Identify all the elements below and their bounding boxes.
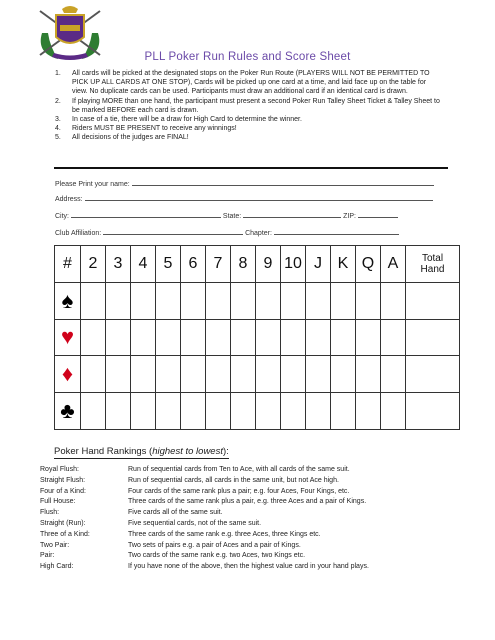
card-cell[interactable]: [131, 282, 156, 319]
rank-header: 9: [256, 246, 281, 283]
page-title: PLL Poker Run Rules and Score Sheet: [144, 51, 351, 63]
hand-name: Three of a Kind:: [40, 530, 90, 538]
hand-ranking-item: [40, 551, 460, 562]
card-cell[interactable]: [331, 356, 356, 393]
rules-list: [55, 69, 440, 143]
rank-header: 5: [156, 246, 181, 283]
total-hand-cell[interactable]: [406, 282, 460, 319]
hand-description: Two cards of the same rank e.g. two Aces, two Kings etc.: [128, 552, 306, 560]
hand-ranking-item: [40, 562, 460, 573]
hand-ranking-item: [40, 497, 460, 508]
hand-description: If you have none of the above, then the highest value card in your hand plays.: [128, 563, 369, 571]
rank-header: 10: [281, 246, 306, 283]
card-cell[interactable]: [106, 282, 131, 319]
rank-header: 7: [206, 246, 231, 283]
hand-name: Royal Flush:: [40, 466, 79, 473]
suit-icon: ♠: [55, 282, 81, 319]
card-cell[interactable]: [306, 319, 331, 356]
name-label: Please Print your name:: [55, 181, 130, 188]
rank-header: 2: [81, 246, 106, 283]
card-cell[interactable]: [381, 393, 406, 430]
rank-header: J: [306, 246, 331, 283]
suit-row: [55, 393, 460, 430]
card-cell[interactable]: [356, 393, 381, 430]
rank-header: K: [331, 246, 356, 283]
hand-name: Flush:: [40, 509, 60, 517]
card-cell[interactable]: [356, 356, 381, 393]
rule-item: 1. All cards will be picked at the designated stops on the Poker Run Route (PLAYERS WILL NOT BE PERMITTED TO PICK UP ALL CARDS AT ONE STOP), Cards will be picked up one card at a time, and laid face up on the table for view. No duplicate cards can be used. Participants must draw an additional card if an identical card is drawn.: [55, 70, 430, 96]
score-table-header: [55, 246, 460, 283]
total-hand-cell[interactable]: [406, 356, 460, 393]
zip-label: ZIP:: [343, 213, 356, 220]
hand-ranking-item: [40, 465, 460, 476]
address-field[interactable]: [85, 193, 433, 201]
city-field-row: [55, 210, 398, 220]
card-cell[interactable]: [381, 282, 406, 319]
card-cell[interactable]: [81, 282, 106, 319]
hand-description: Run of sequential cards from Ten to Ace, with all cards of the same suit.: [128, 466, 350, 473]
total-hand-cell[interactable]: [406, 319, 460, 356]
card-cell[interactable]: [206, 282, 231, 319]
card-cell[interactable]: [281, 319, 306, 356]
hand-name: Full House:: [40, 498, 76, 506]
card-cell[interactable]: [181, 393, 206, 430]
hand-name: Two Pair:: [40, 541, 70, 549]
rule-item: 4. Riders MUST BE PRESENT to receive any winnings!: [55, 125, 237, 133]
card-cell[interactable]: [281, 356, 306, 393]
card-cell[interactable]: [306, 282, 331, 319]
hand-rankings-list: [40, 465, 460, 573]
name-field[interactable]: [132, 178, 434, 186]
hand-description: Four cards of the same rank plus a pair; e.g. four Aces, Four Kings, etc.: [128, 487, 350, 495]
rank-header: A: [381, 246, 406, 283]
rank-header: 4: [131, 246, 156, 283]
hand-ranking-item: [40, 530, 460, 541]
chapter-field[interactable]: [274, 227, 399, 235]
card-cell[interactable]: [256, 319, 281, 356]
card-cell[interactable]: [256, 356, 281, 393]
state-field[interactable]: [243, 210, 341, 218]
suit-icon: ♥: [55, 319, 81, 356]
address-label: Address:: [55, 196, 83, 203]
city-label: City:: [55, 213, 69, 220]
suit-icon: ♦: [55, 356, 81, 393]
club-affiliation-label: Club Affiliation:: [55, 230, 102, 237]
section-divider: [54, 167, 448, 169]
rank-header: 8: [231, 246, 256, 283]
card-cell[interactable]: [156, 282, 181, 319]
card-cell[interactable]: [156, 356, 181, 393]
hand-description: Five cards all of the same suit.: [128, 509, 223, 517]
rule-item: 2. If playing MORE than one hand, the participant must present a second Poker Run Talley Sheet Ticket & Talley Sheet to be marked BEFORE each card is drawn.: [55, 97, 440, 114]
hash-header: #: [55, 246, 81, 283]
club-field-row: [55, 227, 399, 237]
card-cell[interactable]: [156, 393, 181, 430]
suit-row: [55, 319, 460, 356]
hand-name: Four of a Kind:: [40, 487, 86, 495]
card-cell[interactable]: [106, 356, 131, 393]
hand-name: Straight (Run):: [40, 519, 86, 527]
chapter-label: Chapter:: [245, 230, 272, 237]
zip-field[interactable]: [358, 210, 398, 218]
hand-name: Pair:: [40, 552, 55, 560]
suit-row: [55, 282, 460, 319]
card-cell[interactable]: [256, 282, 281, 319]
hand-description: Five sequential cards, not of the same suit.: [128, 519, 262, 527]
suit-row: [55, 356, 460, 393]
rank-header: Q: [356, 246, 381, 283]
card-cell[interactable]: [356, 282, 381, 319]
hand-ranking-item: [40, 487, 460, 498]
hand-ranking-item: [40, 541, 460, 552]
city-field[interactable]: [71, 210, 221, 218]
card-cell[interactable]: [106, 319, 131, 356]
card-cell[interactable]: [381, 319, 406, 356]
card-cell[interactable]: [306, 356, 331, 393]
rankings-title: Poker Hand Rankings (highest to lowest):: [54, 446, 229, 457]
card-cell[interactable]: [331, 282, 356, 319]
card-cell[interactable]: [231, 282, 256, 319]
address-field-row: [55, 193, 433, 203]
card-cell[interactable]: [206, 393, 231, 430]
rule-item: 5. All decisions of the judges are FINAL!: [55, 134, 189, 142]
card-cell[interactable]: [281, 393, 306, 430]
state-label: State:: [222, 213, 242, 220]
score-table: [54, 245, 460, 430]
card-cell[interactable]: [81, 393, 106, 430]
card-cell[interactable]: [131, 356, 156, 393]
card-cell[interactable]: [206, 356, 231, 393]
card-cell[interactable]: [156, 319, 181, 356]
card-cell[interactable]: [331, 393, 356, 430]
card-cell[interactable]: [131, 319, 156, 356]
card-cell[interactable]: [181, 319, 206, 356]
card-cell[interactable]: [231, 393, 256, 430]
hand-name: High Card:: [40, 563, 74, 571]
card-cell[interactable]: [231, 319, 256, 356]
total-hand-cell[interactable]: [406, 393, 460, 430]
card-cell[interactable]: [131, 393, 156, 430]
total-hand-header: Total Hand: [406, 246, 460, 283]
hand-ranking-item: [40, 519, 460, 530]
club-affiliation-field[interactable]: [103, 227, 243, 235]
hand-ranking-item: [40, 508, 460, 519]
card-cell[interactable]: [231, 356, 256, 393]
rank-header: 6: [181, 246, 206, 283]
hand-description: Three cards of the same rank e.g. three Aces, three Kings etc.: [128, 530, 321, 538]
hand-description: Run of sequential cards, all cards in the same unit, but not Ace high.: [128, 476, 339, 484]
card-cell[interactable]: [81, 356, 106, 393]
name-field-row: [55, 178, 434, 188]
hand-name: Straight Flush:: [40, 476, 86, 484]
card-cell[interactable]: [81, 319, 106, 356]
card-cell[interactable]: [306, 393, 331, 430]
hand-description: Two sets of pairs e.g. a pair of Aces and a pair of Kings.: [128, 541, 301, 549]
card-cell[interactable]: [281, 282, 306, 319]
card-cell[interactable]: [256, 393, 281, 430]
card-cell[interactable]: [181, 356, 206, 393]
hand-ranking-item: [40, 476, 460, 487]
card-cell[interactable]: [106, 393, 131, 430]
rank-header: 3: [106, 246, 131, 283]
card-cell[interactable]: [381, 356, 406, 393]
card-cell[interactable]: [331, 319, 356, 356]
rule-item: 3. In case of a tie, there will be a draw for High Card to determine the winner.: [55, 116, 302, 124]
card-cell[interactable]: [356, 319, 381, 356]
suit-icon: ♣: [55, 393, 81, 430]
card-cell[interactable]: [206, 319, 231, 356]
hand-description: Three cards of the same rank plus a pair, e.g. three Aces and a pair of Kings.: [128, 498, 367, 506]
card-cell[interactable]: [181, 282, 206, 319]
